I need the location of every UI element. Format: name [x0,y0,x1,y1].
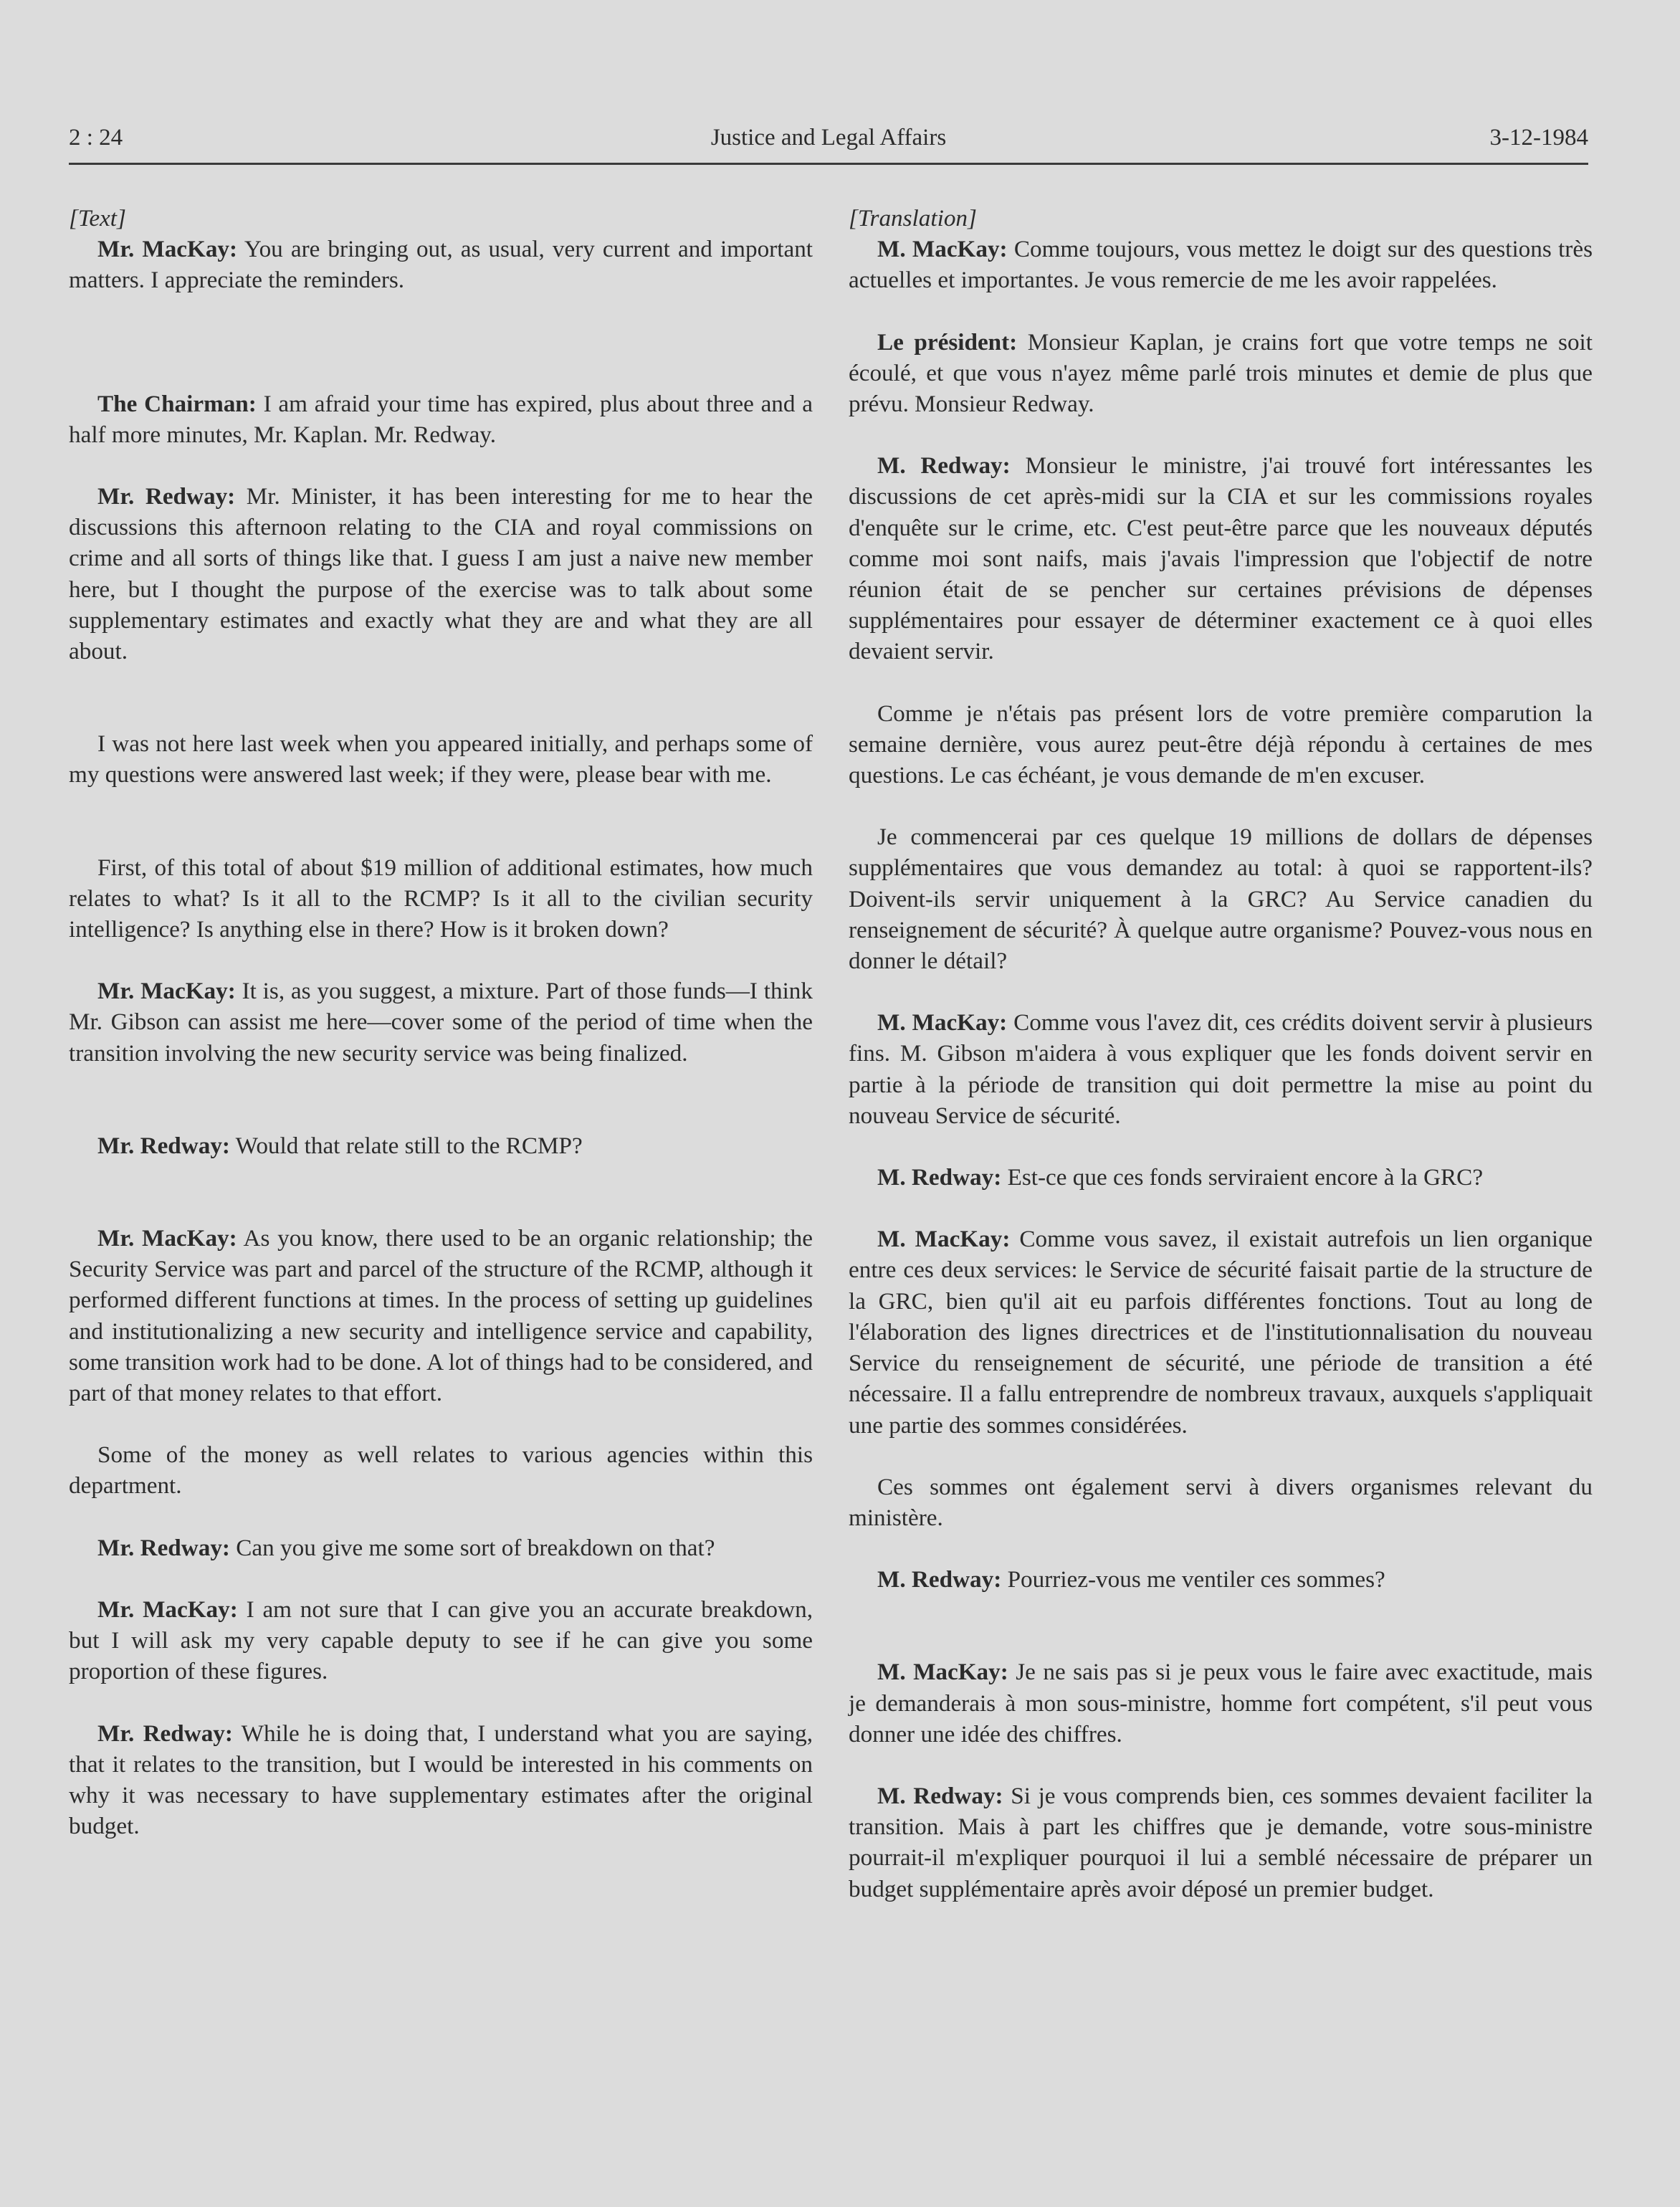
french-column [849,203,1593,1905]
speaker-name: Mr. Redway: [97,1132,230,1159]
speech-text: Monsieur Kaplan, je crains fort que votre temps ne soit écoulé, et que vous n'ayez même parlé trois minutes et demie de plus que prévu. Monsieur Redway. [849,328,1593,418]
speech-text: Comme vous savez, il existait autrefois un lien organique entre ces deux services: le Service de sécurité faisait partie de la structure de la GRC, bien qu'il ait eu parfois différentes fonctions. Tout au long de l'élaboration des lignes directrices et de l'institutionnalisation du nouveau Service du renseignement de sécurité, une période de transition a été nécessaire. Il a fallu entreprendre de nombreux travaux, auxquels s'appliquait une partie des sommes considérées. [849,1226,1593,1439]
paragraph [69,481,813,667]
speech-text: Some of the money as well relates to various agencies within this department. [69,1441,813,1500]
spacer [69,791,813,852]
speech-text: I am afraid your time has expired, plus about three and a half more minutes, Mr. Kaplan. Mr. Redway. [69,390,813,448]
spacer [849,1441,1593,1472]
paragraph [849,1657,1593,1750]
spacer [849,976,1593,1007]
spacer [849,1193,1593,1224]
speaker-name: The Chairman: [97,390,257,417]
paragraph [69,1439,813,1501]
paragraph [69,1532,813,1563]
paragraph [849,698,1593,791]
spacer [849,791,1593,821]
spacer [69,1502,813,1532]
speech-text: Pourriez-vous me ventiler ces sommes? [1001,1566,1385,1593]
page-number: 2 : 24 [69,125,123,151]
paragraph [849,450,1593,667]
speaker-name: M. Redway: [877,452,1011,480]
spacer [69,945,813,976]
speaker-name: Mr. Redway: [97,1534,230,1561]
paragraph [69,852,813,945]
paragraph [849,1564,1593,1595]
spacer [849,667,1593,698]
spacer [849,1750,1593,1781]
paragraph [69,976,813,1069]
spacer [69,1161,813,1223]
speech-text: I was not here last week when you appeared initially, and perhaps some of my questions were answered last week; if they were, please bear with me. [69,730,813,788]
paragraph [69,728,813,790]
paragraph [849,1472,1593,1533]
spacer [69,450,813,481]
speaker-name: Mr. Redway: [97,1720,233,1747]
speech-text: Mr. Minister, it has been interesting for me to hear the discussions this afternoon relating to the CIA and royal commissions on crime and all sorts of things like that. I guess I am just a naive new member here, but I thought the purpose of the exercise was to talk about some supplementary estimates and exactly what they are and what they are all about. [69,483,813,665]
spacer [69,1069,813,1130]
spacer [69,296,813,389]
speech-text: Can you give me some sort of breakdown on that? [229,1534,715,1561]
paragraph [69,1223,813,1408]
paragraph [69,1594,813,1687]
speech-text: Comme toujours, vous mettez le doigt sur des questions très actuelles et importantes. Je vous remercie de me les avoir rappelées. [849,236,1593,294]
speech-text: As you know, there used to be an organic relationship; the Security Service was part and parcel of the structure of the RCMP, although it performed different functions at times. In the process of setting up guidelines and institutionalizing a new security and intelligence service and capability, some transition work had to be done. A lot of things had to be considered, and part of that money relates to that effort. [69,1225,813,1407]
speaker-name: M. Redway: [877,1566,1002,1593]
translation-label: [Translation] [849,205,977,232]
speaker-name: Mr. MacKay: [97,236,238,263]
running-title: Justice and Legal Affairs [710,125,947,151]
speech-text: While he is doing that, I understand what you are saying, that it relates to the transition, but I would be interested in his comments on why it was necessary to have supplementary estimates after the original budget. [69,1720,813,1840]
speech-text: Comme je n'étais pas présent lors de votre première comparution la semaine dernière, vous aurez peut-être déjà répondu à certaines de mes questions. Le cas échéant, je vous demande de m'en excuser. [849,700,1593,789]
speech-text: I am not sure that I can give you an accurate breakdown, but I will ask my very capable deputy to see if he can give you some proportion of these figures. [69,1596,813,1685]
paragraph [849,1224,1593,1440]
paragraph [849,1162,1593,1193]
paragraph [69,389,813,450]
speech-text: Ces sommes ont également servi à divers organismes relevant du ministère. [849,1473,1593,1531]
speaker-name: Mr. MacKay: [97,1596,238,1623]
speech-text: Monsieur le ministre, j'ai trouvé fort intéressantes les discussions de cet après-midi sur la CIA et sur les commissions royales d'enquête sur le crime, etc. C'est peut-être parce que les nouveaux députés comme moi sont naifs, mais j'avais l'impression que l'objectif de notre réunion était de se pencher sur certaines prévisions de dépenses supplémentaires pour essayer de déterminer exactement ce à quoi elles devaient servir. [849,452,1593,665]
speaker-name: M. MacKay: [877,1226,1011,1253]
speaker-name: Mr. MacKay: [97,978,236,1005]
spacer [849,1131,1593,1162]
paragraph [849,1007,1593,1131]
paragraph [69,1718,813,1842]
text-label: [Text] [69,205,126,232]
speech-text: Je commencerai par ces quelque 19 millions de dollars de dépenses supplémentaires que vous demandez au total: à quoi se rapportent-ils? Doivent-ils servir uniquement à la GRC? Au Service canadien du renseignement de sécurité? À quelque autre organisme? Pouvez-vous nous en donner le détail? [849,824,1593,975]
speaker-name: M. Redway: [877,1164,1002,1191]
spacer [69,667,813,728]
spacer [849,296,1593,327]
speech-text: Est-ce que ces fonds serviraient encore à la GRC? [1001,1164,1484,1191]
speaker-name: M. MacKay: [877,236,1008,263]
speaker-name: M. Redway: [877,1782,1003,1809]
paragraph [849,327,1593,420]
header-rule [69,163,1588,165]
paragraph [69,1130,813,1161]
paragraph [849,821,1593,976]
spacer [69,1408,813,1439]
page-date: 3-12-1984 [1489,125,1588,151]
speaker-name: Le président: [877,328,1018,356]
speech-text: Would that relate still to the RCMP? [229,1132,583,1159]
spacer [849,1595,1593,1657]
speaker-name: M. MacKay: [877,1009,1008,1036]
spacer [69,1563,813,1594]
speaker-name: M. MacKay: [877,1659,1008,1686]
speech-text: Si je vous comprends bien, ces sommes devaient faciliter la transition. Mais à part les chiffres que je demande, votre sous-ministre pourrait-il m'expliquer pourquoi il lui a semblé nécessaire de préparer un budget supplémentaire après avoir déposé un premier budget. [849,1782,1593,1902]
speaker-name: Mr. MacKay: [97,1225,237,1252]
speech-text: You are bringing out, as usual, very current and important matters. I appreciate the reminders. [69,236,813,294]
spacer [69,1687,813,1718]
speech-text: Comme vous l'avez dit, ces crédits doivent servir à plusieurs fins. M. Gibson m'aidera à vous expliquer que les fonds doivent servir en partie à la période de transition qui doit permettre la mise au point du nouveau Service de sécurité. [849,1009,1593,1129]
speech-text: Je ne sais pas si je peux vous le faire avec exactitude, mais je demanderais à mon sous-ministre, homme fort compétent, s'il peut vous donner une idée des chiffres. [849,1659,1593,1748]
speech-text: First, of this total of about $19 million of additional estimates, how much relates to what? Is it all to the RCMP? Is it all to the civilian security intelligence? Is anything else in there? How is it broken down? [69,854,813,943]
paragraph [849,1781,1593,1905]
speech-text: It is, as you suggest, a mixture. Part of those funds—I think Mr. Gibson can assist me here—cover some of the period of time when the transition involving the new security service was being finalized. [69,978,813,1067]
paragraph [69,234,813,295]
english-column [69,203,813,1841]
speaker-name: Mr. Redway: [97,483,236,510]
page-header [69,125,1588,165]
spacer [849,1533,1593,1564]
spacer [849,419,1593,450]
paragraph [849,234,1593,295]
